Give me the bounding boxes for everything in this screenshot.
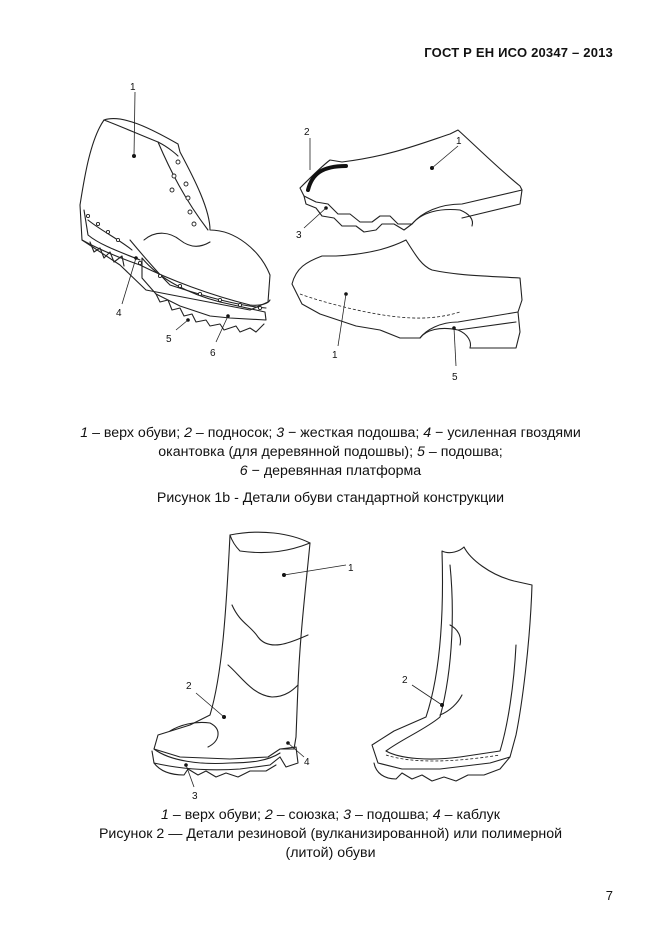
callout-5: 5 xyxy=(166,334,172,345)
figure-1b-drawing xyxy=(60,80,540,390)
callout-2-2-right: 2 xyxy=(402,675,408,686)
callout-2-4: 4 xyxy=(304,757,310,768)
rubber-boot-section-illustration xyxy=(372,547,532,781)
figure-2-title: Рисунок 2 — Детали резиновой (вулканизированной) или полимерной (литой) обуви xyxy=(98,826,563,861)
wooden-sole-boot-illustration xyxy=(80,82,270,359)
sectioned-shoe-illustration xyxy=(292,240,522,383)
callout-2-2: 2 xyxy=(186,681,192,692)
page-number: 7 xyxy=(605,888,613,903)
figure-2-drawing xyxy=(140,525,540,810)
rubber-boot-illustration xyxy=(152,532,354,802)
caption-line-1: 1 – верх обуви; 2 – подносок; 3 − жесткая подошва; 4 − усиленная гвоздями xyxy=(80,425,581,441)
figure-1b-caption xyxy=(40,424,621,481)
callout-1-bottom: 1 xyxy=(332,350,338,361)
document-header: ГОСТ Р ЕН ИСО 20347 – 2013 xyxy=(424,45,613,60)
callout-1: 1 xyxy=(130,82,136,93)
figure-2-caption: 1 – верх обуви; 2 – союзка; 3 – подошва; 4 – каблук xyxy=(161,807,500,823)
callout-2: 2 xyxy=(304,127,310,138)
rigid-sole-shoe-illustration xyxy=(296,127,522,241)
caption-line-3: 6 − деревянная платформа xyxy=(239,463,422,479)
caption-line-2: окантовка (для деревянной подошвы); 5 – подошва; xyxy=(158,444,503,460)
figure-1b-title: Рисунок 1b - Детали обуви стандартной конструкции xyxy=(156,490,505,506)
callout-1-right: 1 xyxy=(456,136,462,147)
callout-5-bottom: 5 xyxy=(452,372,458,383)
callout-3: 3 xyxy=(296,230,302,241)
callout-4: 4 xyxy=(116,308,122,319)
callout-2-3: 3 xyxy=(192,791,198,802)
callout-6: 6 xyxy=(210,348,216,359)
callout-2-1: 1 xyxy=(348,563,354,574)
